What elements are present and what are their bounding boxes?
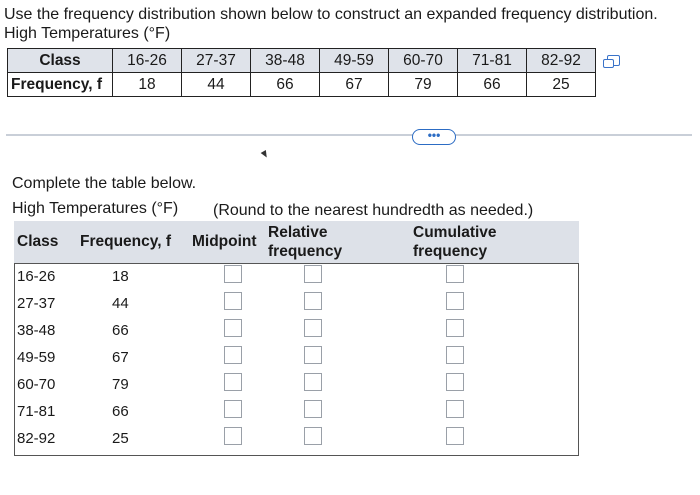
row-class: 16-26 [17, 268, 56, 285]
rounding-note: (Round to the nearest hundredth as needed.) [213, 202, 534, 219]
relative-frequency-input[interactable] [304, 373, 322, 391]
complete-instruction: Complete the table below. [12, 175, 197, 192]
given-frequency-cell: 44 [182, 73, 251, 97]
midpoint-input[interactable] [224, 292, 242, 310]
midpoint-input[interactable] [224, 400, 242, 418]
task-table-title: High Temperatures (°F) [12, 200, 179, 217]
given-table-title: High Temperatures (°F) [4, 25, 171, 42]
row-class: 49-59 [17, 349, 56, 366]
row-class: 82-92 [17, 430, 56, 447]
relative-frequency-input[interactable] [304, 400, 322, 418]
more-button[interactable]: ••• [412, 129, 456, 145]
given-frequency-cell: 18 [113, 73, 182, 97]
instructions-text: Use the frequency distribution shown below to construct an expanded frequency distribution. [4, 6, 658, 23]
row-frequency: 18 [112, 268, 129, 285]
cumulative-frequency-input[interactable] [446, 373, 464, 391]
given-class-cell: 60-70 [389, 49, 458, 73]
given-class-cell: 82-92 [527, 49, 596, 73]
given-frequency-cell: 25 [527, 73, 596, 97]
col-header-frequency: Frequency, f [80, 233, 172, 250]
cumulative-frequency-input[interactable] [446, 346, 464, 364]
midpoint-input[interactable] [224, 427, 242, 445]
relative-frequency-input[interactable] [304, 292, 322, 310]
row-class: 60-70 [17, 376, 56, 393]
midpoint-input[interactable] [224, 319, 242, 337]
given-class-cell: 71-81 [458, 49, 527, 73]
given-frequency-cell: 66 [458, 73, 527, 97]
row-frequency: 79 [112, 376, 129, 393]
mouse-cursor-icon [261, 150, 270, 159]
row-frequency: 66 [112, 403, 129, 420]
midpoint-input[interactable] [224, 373, 242, 391]
row-frequency: 25 [112, 430, 129, 447]
row-frequency: 66 [112, 322, 129, 339]
relative-frequency-input[interactable] [304, 265, 322, 283]
cumulative-frequency-input[interactable] [446, 400, 464, 418]
given-class-cell: 38-48 [251, 49, 320, 73]
cumulative-frequency-input[interactable] [446, 427, 464, 445]
midpoint-input[interactable] [224, 346, 242, 364]
section-divider [6, 134, 692, 136]
cumulative-frequency-input[interactable] [446, 265, 464, 283]
cumulative-frequency-input[interactable] [446, 292, 464, 310]
col-header-class: Class [17, 233, 59, 250]
cumulative-frequency-input[interactable] [446, 319, 464, 337]
relative-frequency-input[interactable] [304, 427, 322, 445]
given-frequency-cell: 67 [320, 73, 389, 97]
col-header-midpoint: Midpoint [192, 233, 257, 250]
col-header-relative: Relative [268, 224, 328, 241]
relative-frequency-input[interactable] [304, 346, 322, 364]
row-frequency: 44 [112, 295, 129, 312]
given-header-class: Class [8, 49, 113, 73]
given-class-cell: 16-26 [113, 49, 182, 73]
row-class: 38-48 [17, 322, 56, 339]
midpoint-input[interactable] [224, 265, 242, 283]
col-header-relative-sub: frequency [268, 243, 343, 260]
given-frequency-cell: 79 [389, 73, 458, 97]
given-class-cell: 49-59 [320, 49, 389, 73]
copy-icon[interactable] [607, 55, 620, 66]
given-frequency-cell: 66 [251, 73, 320, 97]
given-class-cell: 27-37 [182, 49, 251, 73]
col-header-cumulative: Cumulative [413, 224, 497, 241]
given-header-frequency: Frequency, f [8, 73, 113, 97]
row-class: 71-81 [17, 403, 56, 420]
row-class: 27-37 [17, 295, 56, 312]
relative-frequency-input[interactable] [304, 319, 322, 337]
given-frequency-table [7, 48, 596, 97]
col-header-cumulative-sub: frequency [413, 243, 488, 260]
row-frequency: 67 [112, 349, 129, 366]
